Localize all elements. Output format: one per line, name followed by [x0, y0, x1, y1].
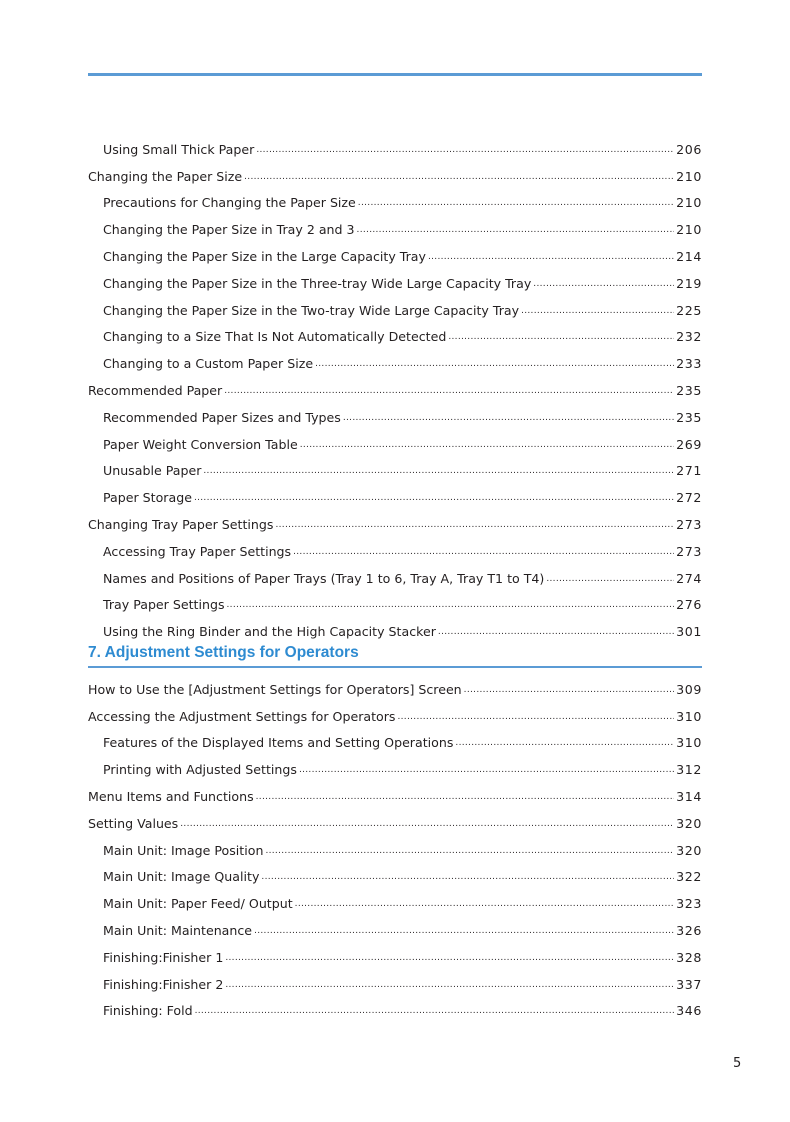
toc-entry-title: Unusable Paper — [103, 463, 202, 479]
toc-entry-title: Printing with Adjusted Settings — [103, 762, 297, 778]
dot-leader — [275, 519, 674, 530]
toc-entry-title: Accessing the Adjustment Settings for Operators — [88, 708, 396, 724]
toc-subentry[interactable] — [88, 751, 702, 778]
toc-entry-title: Main Unit: Paper Feed/ Output — [103, 896, 293, 912]
dot-leader — [180, 818, 674, 829]
toc-entry-page: 320 — [676, 815, 702, 831]
toc-subentry[interactable] — [88, 533, 702, 560]
toc-subentry[interactable] — [88, 479, 702, 506]
dot-leader — [438, 626, 674, 637]
toc-entry-page: 219 — [676, 275, 702, 291]
dot-leader — [225, 952, 674, 963]
toc-subentry[interactable] — [88, 859, 702, 886]
toc-entry-title: Finishing:Finisher 1 — [103, 949, 224, 965]
toc-section-b — [88, 671, 702, 1019]
toc-entry-title: Recommended Paper Sizes and Types — [103, 409, 341, 425]
toc-entry-title: Changing the Paper Size in Tray 2 and 3 — [103, 222, 355, 238]
toc-subentry[interactable] — [88, 399, 702, 426]
toc-subentry[interactable] — [88, 265, 702, 292]
toc-entry-page: 322 — [676, 869, 702, 885]
toc-entry[interactable] — [88, 671, 702, 698]
dot-leader — [546, 573, 674, 584]
toc-entry-page: 326 — [676, 922, 702, 938]
toc-entry-title: Using the Ring Binder and the High Capacity Stacker — [103, 624, 436, 640]
dot-leader — [358, 197, 674, 208]
toc-entry-page: 206 — [676, 141, 702, 157]
toc-entry-page: 210 — [676, 195, 702, 211]
toc-entry-title: Precautions for Changing the Paper Size — [103, 195, 356, 211]
toc-subentry[interactable] — [88, 238, 702, 265]
toc-entry-title: Changing to a Size That Is Not Automatically Detected — [103, 329, 447, 345]
toc-entry-page: 301 — [676, 624, 702, 640]
chapter-heading[interactable] — [88, 642, 702, 668]
toc-subentry[interactable] — [88, 966, 702, 993]
toc-entry[interactable] — [88, 805, 702, 832]
dot-leader — [261, 871, 674, 882]
toc-entry[interactable] — [88, 778, 702, 805]
toc-entry-page: 309 — [676, 681, 702, 697]
dot-leader — [203, 465, 674, 476]
toc-subentry[interactable] — [88, 292, 702, 319]
toc-entry-title: Changing Tray Paper Settings — [88, 516, 274, 532]
toc-subentry[interactable] — [88, 613, 702, 640]
toc-subentry[interactable] — [88, 912, 702, 939]
toc-entry-page: 323 — [676, 896, 702, 912]
toc-entry-title: Changing the Paper Size in the Two-tray Wide Large Capacity Tray — [103, 302, 520, 318]
chapter-heading-text: 7. Adjustment Settings for Operators — [88, 644, 359, 661]
toc-entry-page: 269 — [676, 436, 702, 452]
toc-entry-page: 320 — [676, 842, 702, 858]
toc-entry[interactable] — [88, 506, 702, 533]
dot-leader — [194, 492, 674, 503]
dot-leader — [224, 385, 674, 396]
toc-entry-page: 210 — [676, 222, 702, 238]
dot-leader — [464, 684, 674, 695]
toc-entry-title: Accessing Tray Paper Settings — [103, 543, 292, 559]
toc-entry-page: 276 — [676, 597, 702, 613]
header-rule — [88, 73, 702, 76]
toc-entry-title: Changing the Paper Size in the Three-tray Wide Large Capacity Tray — [103, 275, 532, 291]
toc-entry-page: 235 — [676, 382, 702, 398]
toc-subentry[interactable] — [88, 453, 702, 480]
toc-subentry[interactable] — [88, 131, 702, 158]
toc-entry-page: 273 — [676, 543, 702, 559]
dot-leader — [533, 278, 674, 289]
toc-entry-title: Setting Values — [88, 815, 179, 831]
toc-entry-page: 210 — [676, 168, 702, 184]
toc-subentry[interactable] — [88, 725, 702, 752]
dot-leader — [357, 224, 675, 235]
toc-entry-title: Changing the Paper Size in the Large Capacity Tray — [103, 248, 426, 264]
toc-entry-page: 314 — [676, 788, 702, 804]
toc-entry-title: Names and Positions of Paper Trays (Tray 1 to 6, Tray A, Tray T1 to T4) — [103, 570, 545, 586]
dot-leader — [299, 764, 674, 775]
toc-entry-page: 273 — [676, 516, 702, 532]
toc-entry-title: Features of the Displayed Items and Setting Operations — [103, 735, 454, 751]
toc-subentry[interactable] — [88, 211, 702, 238]
toc-entry-title: Menu Items and Functions — [88, 788, 254, 804]
dot-leader — [195, 1005, 675, 1016]
toc-entry-title: Main Unit: Maintenance — [103, 922, 253, 938]
dot-leader — [244, 171, 674, 182]
toc-subentry[interactable] — [88, 185, 702, 212]
toc-subentry[interactable] — [88, 319, 702, 346]
dot-leader — [256, 791, 675, 802]
dot-leader — [521, 305, 674, 316]
dot-leader — [315, 358, 674, 369]
toc-entry-title: Finishing:Finisher 2 — [103, 976, 224, 992]
toc-entry-title: Paper Weight Conversion Table — [103, 436, 298, 452]
dot-leader — [428, 251, 674, 262]
dot-leader — [265, 845, 674, 856]
toc-entry-title: Changing the Paper Size — [88, 168, 243, 184]
dot-leader — [293, 546, 674, 557]
toc-entry[interactable] — [88, 372, 702, 399]
dot-leader — [300, 439, 674, 450]
toc-subentry[interactable] — [88, 993, 702, 1020]
page-number: 5 — [733, 1056, 742, 1071]
toc-entry-page: 346 — [676, 1003, 702, 1019]
toc-entry[interactable] — [88, 698, 702, 725]
toc-entry-page: 272 — [676, 490, 702, 506]
toc-subentry[interactable] — [88, 426, 702, 453]
toc-entry-page: 337 — [676, 976, 702, 992]
toc-entry-title: Tray Paper Settings — [103, 597, 225, 613]
toc-subentry[interactable] — [88, 560, 702, 587]
dot-leader — [295, 898, 675, 909]
toc-entry-title: Finishing: Fold — [103, 1003, 193, 1019]
toc-subentry[interactable] — [88, 345, 702, 372]
toc-entry-title: Changing to a Custom Paper Size — [103, 356, 314, 372]
toc-entry-page: 310 — [676, 708, 702, 724]
toc-subentry[interactable] — [88, 832, 702, 859]
toc-entry-page: 310 — [676, 735, 702, 751]
toc-subentry[interactable] — [88, 885, 702, 912]
toc-entry-page: 214 — [676, 248, 702, 264]
dot-leader — [343, 412, 674, 423]
toc-entry-page: 328 — [676, 949, 702, 965]
dot-leader — [256, 144, 674, 155]
toc-entry-title: Paper Storage — [103, 490, 192, 506]
toc-entry-title: Main Unit: Image Quality — [103, 869, 260, 885]
dot-leader — [254, 925, 674, 936]
dot-leader — [448, 331, 674, 342]
dot-leader — [227, 599, 675, 610]
toc-entry-page: 271 — [676, 463, 702, 479]
toc-entry-title: Using Small Thick Paper — [103, 141, 255, 157]
toc-subentry[interactable] — [88, 587, 702, 614]
toc-entry-page: 232 — [676, 329, 702, 345]
dot-leader — [455, 737, 674, 748]
toc-entry-page: 274 — [676, 570, 702, 586]
toc-entry-page: 225 — [676, 302, 702, 318]
toc-entry-page: 235 — [676, 409, 702, 425]
toc-entry-title: Recommended Paper — [88, 382, 223, 398]
toc-subentry[interactable] — [88, 939, 702, 966]
toc-entry-page: 312 — [676, 762, 702, 778]
dot-leader — [225, 979, 674, 990]
toc-section-a — [88, 131, 702, 640]
toc-entry-title: Main Unit: Image Position — [103, 842, 264, 858]
toc-entry[interactable] — [88, 158, 702, 185]
toc-entry-page: 233 — [676, 356, 702, 372]
dot-leader — [397, 711, 674, 722]
toc-entry-title: How to Use the [Adjustment Settings for Operators] Screen — [88, 681, 462, 697]
